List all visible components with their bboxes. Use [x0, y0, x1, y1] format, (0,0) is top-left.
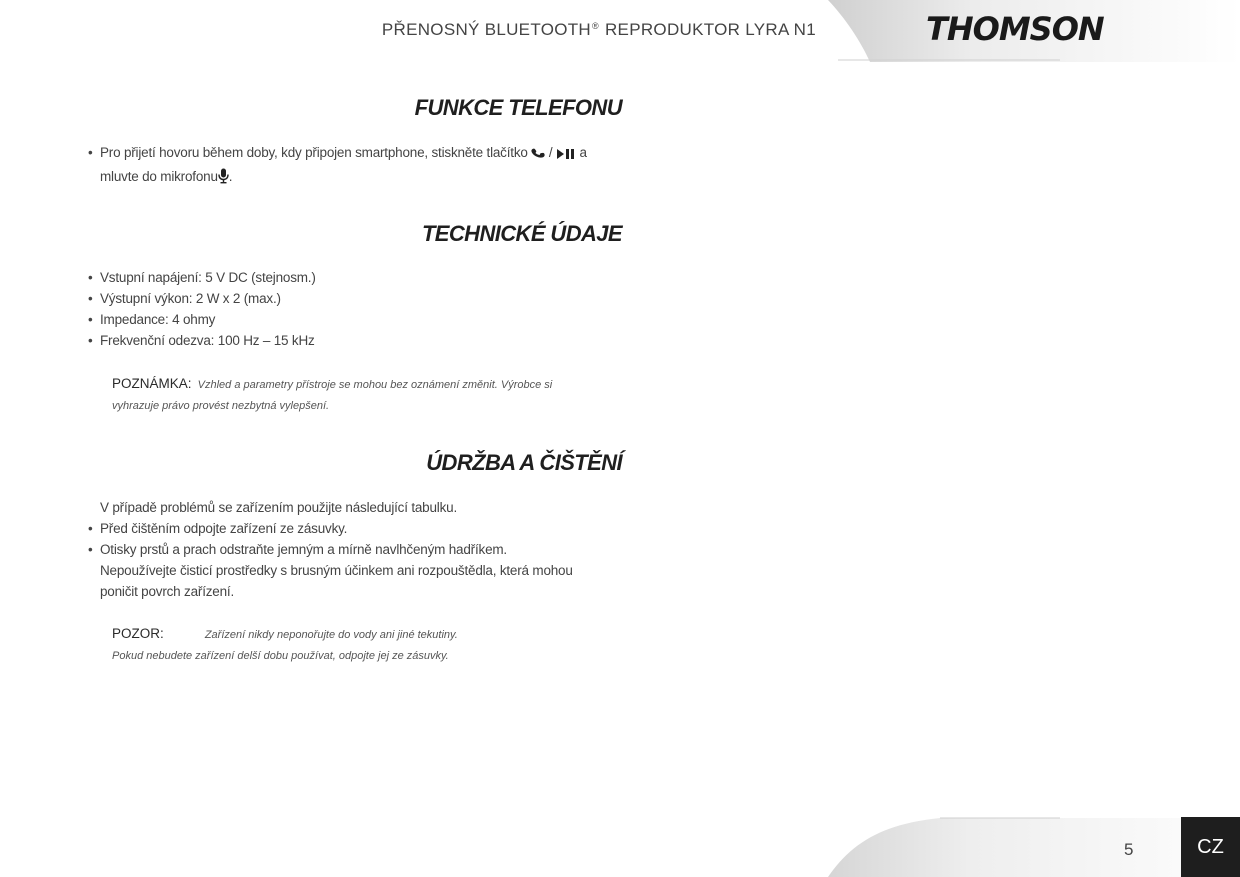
caution-block: [112, 623, 612, 667]
caution-label: POZOR:: [112, 626, 164, 641]
maintenance-item-2-line-2: Nepoužívejte čisticí prostředky s brusným účinkem ani rozpouštědla, která mohou: [100, 563, 573, 578]
list-item: [88, 539, 628, 602]
maintenance-item-2-line-3: poničit povrch zařízení.: [100, 584, 235, 599]
phone-icon: [531, 145, 545, 166]
heading-maintenance: ÚDRŽBA A ČIŠTĚNÍ: [426, 450, 622, 475]
caution-line-2: Pokud nebudete zařízení delší dobu používat, odpojte jej ze zásuvky.: [112, 650, 449, 662]
caution-line-1: Zařízení nikdy neponořujte do vody ani jiné tekutiny.: [204, 629, 458, 641]
phone-line-2-end: .: [228, 169, 233, 184]
technical-data-list: [88, 267, 628, 351]
maintenance-intro: V případě problémů se zařízením použijte následující tabulku.: [100, 500, 458, 515]
language-badge: [1181, 817, 1240, 877]
list-item: • Frekvenční odezva: 100 Hz – 15 kHz: [88, 330, 628, 351]
phone-line-2: mluvte do mikrofonu: [100, 169, 218, 184]
document-title: [382, 20, 816, 40]
phone-line-1-end: a: [579, 145, 587, 160]
language-code: CZ: [1197, 835, 1224, 858]
heading-technical-data: TECHNICKÉ ÚDAJE: [421, 221, 622, 246]
list-item: [88, 142, 628, 190]
note-line-2: vyhrazuje právo provést nezbytná vylepšení.: [112, 400, 330, 412]
maintenance-text: [88, 497, 628, 602]
phone-functions-text: [88, 142, 628, 190]
page-number: 5: [1124, 840, 1134, 859]
brand-logo: THOMSON: [926, 10, 1104, 48]
registered-mark: ®: [592, 21, 599, 31]
maintenance-item-2-line-1: Otisky prstů a prach odstraňte jemným a mírně navlhčeným hadříkem.: [100, 542, 507, 557]
heading-phone-functions: FUNKCE TELEFONU: [414, 95, 622, 120]
note-block: [112, 373, 612, 417]
list-item: • Výstupní výkon: 2 W x 2 (max.): [88, 288, 628, 309]
microphone-icon: [218, 168, 229, 190]
icon-separator: /: [548, 145, 553, 160]
play-pause-icon: [556, 145, 576, 166]
list-item: • Vstupní napájení: 5 V DC (stejnosm.): [88, 267, 628, 288]
list-item: • Před čištěním odpojte zařízení ze zásuvky.: [88, 518, 628, 539]
list-item: • Impedance: 4 ohmy: [88, 309, 628, 330]
title-part-2: REPRODUKTOR LYRA N1: [604, 20, 816, 39]
title-part-1: PŘENOSNÝ BLUETOOTH: [381, 20, 592, 39]
phone-line-1: Pro přijetí hovoru během doby, kdy připojen smartphone, stiskněte tlačítko: [100, 145, 528, 160]
note-label: POZNÁMKA:: [112, 376, 192, 391]
note-line-1: Vzhled a parametry přístroje se mohou bez oznámení změnit. Výrobce si: [197, 379, 553, 391]
